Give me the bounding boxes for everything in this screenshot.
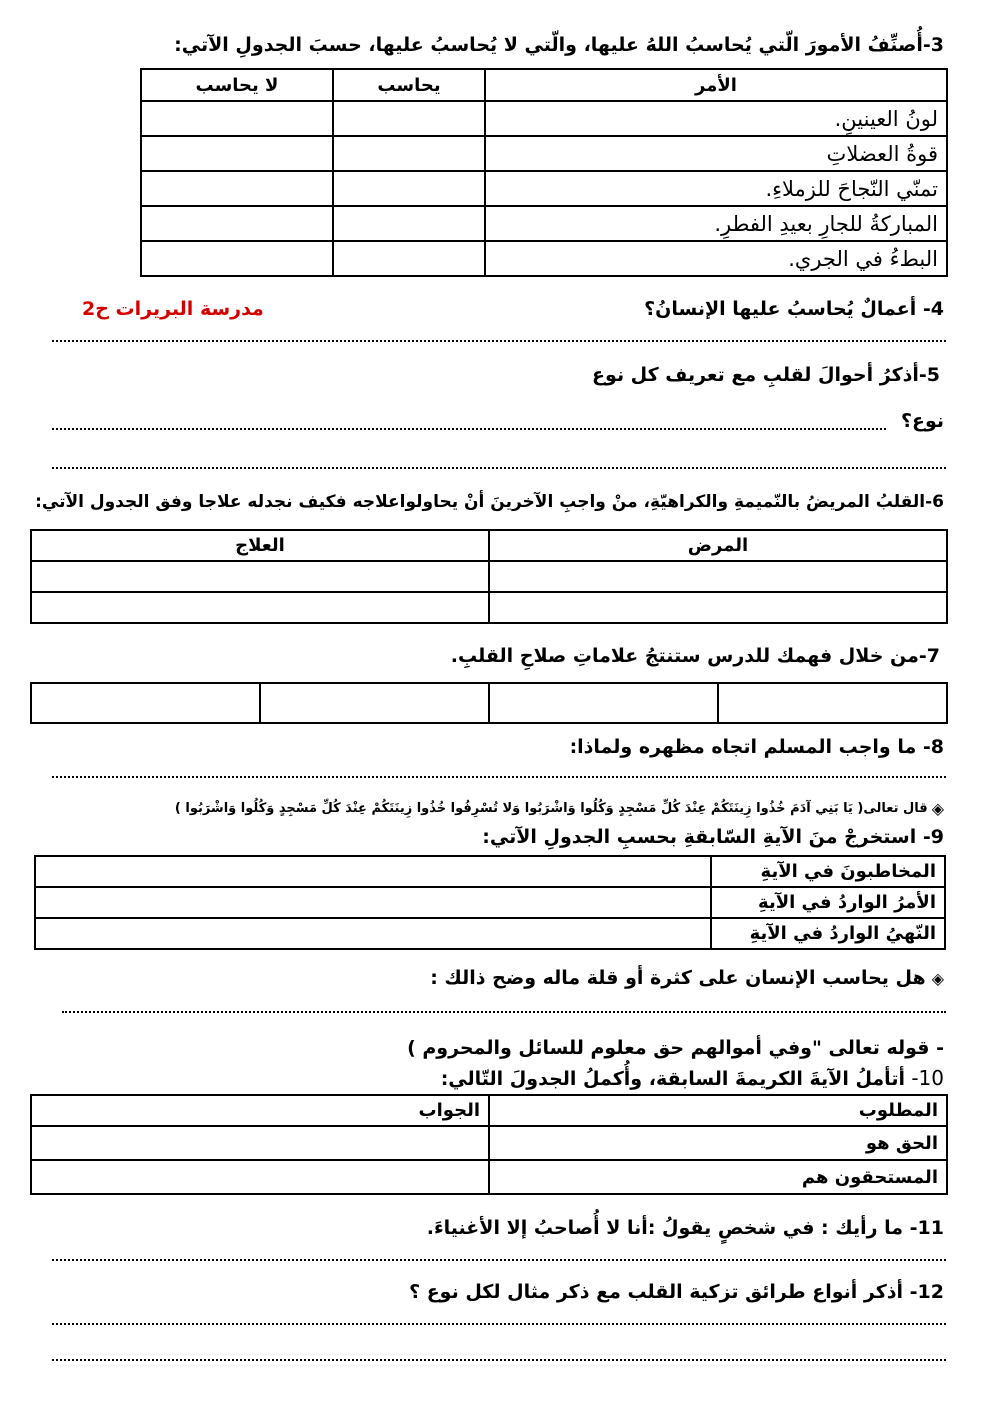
table-row (141, 241, 947, 276)
item-cell: قوةُ العضلاتِ (485, 136, 947, 171)
wealth-question (430, 967, 944, 989)
q6-table (30, 529, 948, 624)
answer-line[interactable] (52, 1359, 946, 1361)
item-cell: المباركةُ للجارِ بعيدِ الفطرِ. (485, 206, 947, 241)
q10-title (441, 1066, 944, 1090)
item-cell: المخاطبونَ في الآيةِ (711, 856, 945, 887)
header-cell: لا يحاسب (141, 69, 333, 101)
table-row (35, 918, 945, 949)
table-row (31, 561, 947, 592)
answer-cell[interactable] (35, 887, 711, 918)
answer-cell[interactable] (31, 1160, 489, 1194)
school-name: مدرسة البريرات ح2 (82, 298, 264, 320)
answer-cell[interactable] (333, 136, 485, 171)
answer-cell[interactable] (31, 1126, 489, 1160)
wealth-question-text: هل يحاسب الإنسان على كثرة أو قلة ماله وضح ذالك : (430, 967, 926, 989)
q10-table (30, 1094, 948, 1195)
answer-cell[interactable] (141, 101, 333, 136)
diamond-bullet-icon: ◈ (931, 799, 944, 818)
answer-cell[interactable] (718, 683, 947, 723)
header-cell: المرض (489, 530, 947, 561)
table-row (35, 856, 945, 887)
answer-cell[interactable] (333, 101, 485, 136)
q10-text: أتأملُ الآيةَ الكريمةَ السابقة، وأُكملُ الجدولَ التّالي: (440, 1068, 905, 1090)
table-row (141, 101, 947, 136)
header-cell: الأمر (485, 69, 947, 101)
answer-cell[interactable] (31, 592, 489, 623)
table-row (31, 1160, 947, 1194)
table-row (31, 592, 947, 623)
verse-line (175, 799, 944, 818)
answer-cell[interactable] (333, 241, 485, 276)
q6-title: 6-القلبُ المريضُ بالنّميمةِ والكراهيّةِ، منْ واجبِ الآخرينَ أنْ يحاولواعلاجه فكيف نجدله علاجا وفق الجدول الآتي: (35, 492, 944, 512)
answer-cell[interactable] (31, 561, 489, 592)
answer-line[interactable] (52, 428, 886, 430)
answer-line[interactable] (52, 340, 946, 342)
verse2-text: - قوله تعالى "وفي أموالهم حق معلوم للسائل والمحروم ) (407, 1037, 944, 1059)
answer-cell[interactable] (333, 206, 485, 241)
q7-table (30, 682, 948, 724)
q7-title: 7-من خلال فهمك للدرس ستنتجُ علاماتِ صلاحِ القلبِ. (450, 645, 940, 667)
table-row (35, 887, 945, 918)
answer-cell[interactable] (489, 592, 947, 623)
q8-title: 8- ما واجب المسلم اتجاه مظهره ولماذا: (569, 736, 944, 758)
table-row (31, 1126, 947, 1160)
table-row (141, 171, 947, 206)
diamond-bullet-icon: ◈ (931, 968, 944, 988)
answer-cell[interactable] (141, 206, 333, 241)
answer-cell[interactable] (141, 171, 333, 206)
answer-cell[interactable] (333, 171, 485, 206)
answer-cell[interactable] (260, 683, 489, 723)
item-cell: البطءُ في الجري. (485, 241, 947, 276)
header-cell: المطلوب (489, 1095, 947, 1126)
q9-table (34, 855, 946, 950)
answer-line[interactable] (52, 1259, 946, 1261)
q3-table (140, 68, 948, 277)
answer-cell[interactable] (141, 136, 333, 171)
answer-line[interactable] (52, 1323, 946, 1325)
answer-cell[interactable] (141, 241, 333, 276)
q3-title: 3-أُصنِّفُ الأمورَ الّتي يُحاسبُ اللهُ عليها، والّتي لا يُحاسبُ عليها، حسبَ الجدولِ الآتي: (174, 34, 944, 56)
item-cell: لونُ العينينِ. (485, 101, 947, 136)
q5-sub: نوع؟ (900, 410, 944, 432)
answer-cell[interactable] (489, 683, 718, 723)
verse-text: قال تعالى( يَا بَنِي آدَمَ خُذُوا زِينَتَكُمْ عِنْدَ كُلِّ مَسْجِدٍ وَكُلُوا وَاشْرَبُوا وَلا تُسْرِفُوا خُذُوا زِينَتَكُمْ عِنْدَ كُلِّ مَسْجِدٍ وَكُلُوا وَاشْرَبُوا ) (174, 801, 928, 816)
header-cell: العلاج (31, 530, 489, 561)
item-cell: الأمرُ الواردُ في الآيةِ (711, 887, 945, 918)
q11-title: 11- ما رأيك : في شخصٍ يقولُ :أنا لا أُصاحبُ إلا الأغنياءَ. (426, 1217, 944, 1239)
table-row (141, 69, 947, 101)
item-cell: الحق هو (489, 1126, 947, 1160)
table-row (31, 530, 947, 561)
table-row (141, 136, 947, 171)
answer-cell[interactable] (31, 683, 260, 723)
answer-line[interactable] (52, 467, 946, 469)
table-row (31, 1095, 947, 1126)
item-cell: تمنّي النّجاحَ للزملاءِ. (485, 171, 947, 206)
item-cell: النّهيُ الواردُ في الآيةِ (711, 918, 945, 949)
answer-cell[interactable] (35, 856, 711, 887)
q4-title: 4- أعمالٌ يُحاسبُ عليها الإنسانُ؟ (644, 298, 944, 320)
q9-title: 9- استخرجْ منَ الآيةِ السّابقةِ بحسبِ الجدولِ الآتي: (482, 826, 944, 848)
header-cell: الجواب (31, 1095, 489, 1126)
answer-cell[interactable] (35, 918, 711, 949)
q12-title: 12- أذكر أنواع طرائق تزكية القلب مع ذكر مثال لكل نوع ؟ (409, 1281, 944, 1303)
q10-number: 10- (904, 1066, 944, 1090)
item-cell: المستحقون هم (489, 1160, 947, 1194)
header-cell: يحاسب (333, 69, 485, 101)
answer-line[interactable] (52, 776, 946, 778)
table-row (141, 206, 947, 241)
answer-line[interactable] (62, 1011, 946, 1013)
table-row (31, 683, 947, 723)
answer-cell[interactable] (489, 561, 947, 592)
q5-title: 5-أذكرُ أحوالَ لقلبِ مع تعريف كل نوع (592, 364, 940, 386)
